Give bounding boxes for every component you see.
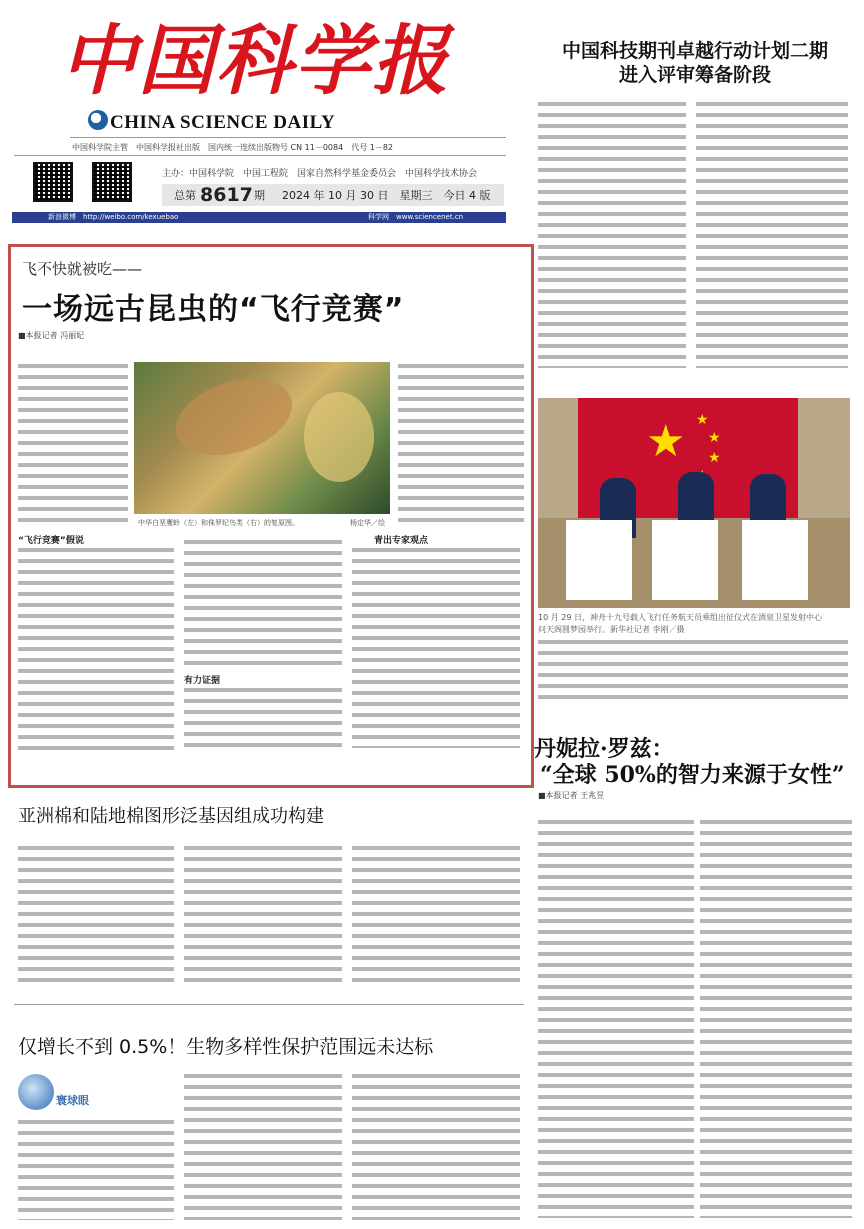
issue-date: 2024 年 10 月 30 日 星期三 今日 4 版 [282,189,491,202]
image-caption: 中华白垩鹰蛉（左）和侏罗纪鸟类（右）的复原图。 [138,519,299,527]
article-text [18,1120,174,1220]
ancient-insect-illustration [134,362,390,514]
contact-bar [12,212,506,223]
podium [742,520,808,600]
star-icon: ★ [708,450,721,466]
lead-byline: ■本报记者 冯丽妃 [18,331,85,340]
issue-number: 8617 [200,184,253,206]
article-text [538,640,848,706]
article-text [352,846,520,986]
article-text [352,548,520,748]
issue-bar [162,184,504,206]
star-icon: ★ [708,430,721,446]
podium [566,520,632,600]
feature-byline: ■本报记者 王兆昱 [538,791,605,800]
masthead-english-title: CHINA SCIENCE DAILY [110,112,336,133]
star-icon: ★ [646,416,686,467]
feature-headline-line1: 丹妮拉·罗兹： [534,736,674,762]
column-label: 寰球眼 [56,1094,89,1107]
newspaper-logo-icon [88,110,108,130]
photo-caption-line: 问天阁圆梦园举行。新华社记者 李刚／摄 [538,625,685,634]
subhead-flying-race: “飞行竞赛”假说 [18,536,84,546]
weibo-link[interactable]: 新浪微博 http://weibo.com/kexuebao [48,213,179,221]
website-link[interactable]: 科学网 www.sciencenet.cn [368,213,464,221]
article-text [184,540,342,670]
issue-suffix: 期 [254,189,265,202]
astronaut-photo [538,398,850,608]
subhead-strong-evidence: 有力证据 [184,676,221,686]
article-text [18,846,174,986]
feature-headline-line2: “全球 50%的智力来源于女性” [540,762,845,788]
wing-shape [304,392,374,482]
star-icon: ★ [696,412,709,428]
article-text [184,688,342,754]
issue-prefix: 总第 [174,189,196,202]
photo-caption-line: 10 月 29 日，神舟十九号载人飞行任务航天员乘组出征仪式在酒泉卫星发射中心 [538,613,822,622]
article-text [538,102,686,368]
article-text [352,1074,520,1220]
right-headline-line1: 中国科技期刊卓越行动计划二期 [561,40,828,62]
article-text [700,820,852,1218]
article-text [538,820,694,1218]
article-text [696,102,848,368]
qr-code-icon [92,162,132,202]
right-headline-line2: 进入评审筹备阶段 [618,64,771,86]
article-text [184,846,342,986]
divider [14,155,506,156]
subhead-expert-view: 青出专家观点 [374,536,429,546]
image-credit: 杨定华／绘 [350,519,385,527]
globe-icon [18,1074,54,1110]
article-text [398,364,524,524]
qr-code-icon [33,162,73,202]
lead-headline: 一场远古昆虫的“飞行竞赛” [22,292,405,327]
article-text [184,1074,342,1220]
cotton-headline: 亚洲棉和陆地棉图形泛基因组成功构建 [18,806,324,827]
podium [652,520,718,600]
divider [14,1004,524,1005]
sponsors: 主办：中国科学院 中国工程院 国家自然科学基金委员会 中国科学技术协会 [162,169,478,179]
article-text [18,548,174,754]
publisher-info: 中国科学院主管 中国科学报社出版 国内统一连续出版物号 CN 11－0084 代号 1－82 [72,143,394,152]
article-text [18,364,128,524]
photo-caption [538,612,850,636]
wing-shape [166,365,302,469]
biodiversity-headline: 仅增长不到 0.5%！生物多样性保护范围远未达标 [18,1036,434,1058]
lead-kicker: 飞不快就被吃—— [22,260,143,278]
masthead-title: 中国科学报 [60,16,450,105]
divider [70,137,506,138]
